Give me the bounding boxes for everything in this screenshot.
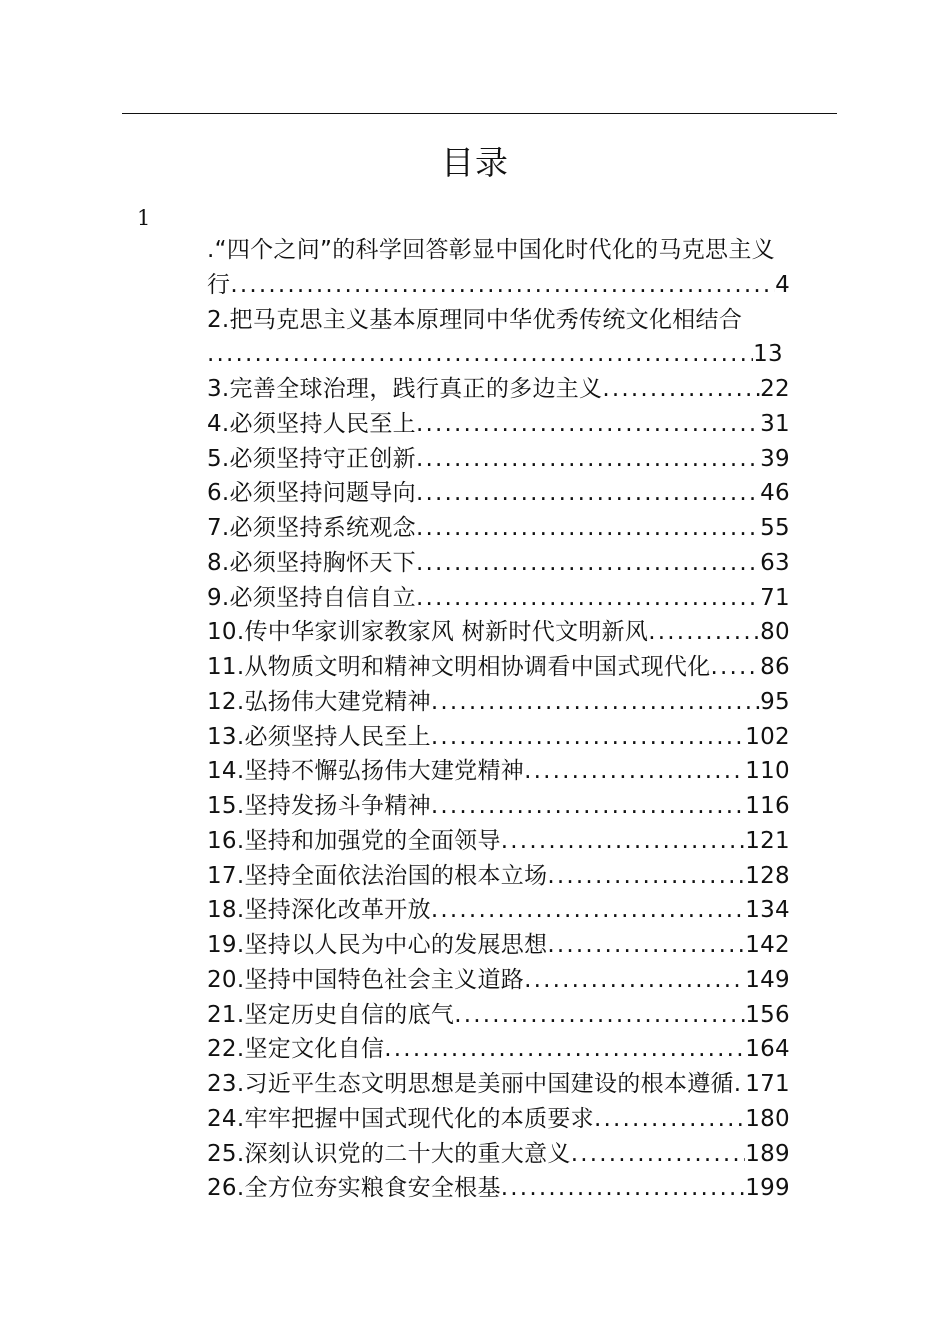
toc-item[interactable]	[207, 1137, 790, 1172]
toc-leader-dots	[594, 1102, 745, 1137]
toc-item[interactable]	[207, 720, 790, 755]
toc-item-2-page: 13	[753, 341, 783, 368]
toc-leader-dots	[524, 963, 745, 998]
toc-item[interactable]	[207, 963, 790, 998]
page-title: 目录	[441, 143, 509, 182]
toc-item-page: 71	[760, 584, 790, 611]
toc-item[interactable]	[207, 789, 790, 824]
toc-item-title: 19.坚持以人民为中心的发展思想	[207, 932, 548, 958]
toc-leader-dots	[230, 268, 775, 303]
toc-item[interactable]	[207, 546, 790, 581]
toc-item[interactable]	[207, 476, 790, 511]
toc-item-title: 13.必须坚持人民至上	[207, 723, 431, 750]
toc-leader-dots	[648, 615, 760, 650]
toc-item[interactable]	[207, 407, 790, 442]
toc-leader-dots	[734, 1067, 745, 1102]
toc-item-title: 20.坚持中国特色社会主义道路	[207, 966, 525, 993]
toc-item-page: 121	[745, 827, 790, 854]
toc-item-title: 24.牢牢把握中国式现代化的本质要求	[207, 1105, 594, 1132]
toc-item-title: 8.必须坚持胸怀天下	[207, 549, 416, 576]
toc-item-page: 95	[760, 688, 790, 715]
toc-leader-dots	[416, 476, 760, 511]
toc-item[interactable]	[207, 754, 790, 789]
toc-leader-dots	[710, 650, 760, 685]
toc-leader-dots	[207, 337, 753, 372]
toc-leader-dots	[524, 754, 745, 789]
toc-item[interactable]	[207, 442, 790, 477]
toc-item-page: 31	[760, 410, 790, 437]
toc-item-title: 6.必须坚持问题导向	[207, 480, 416, 507]
toc-item-page: 39	[760, 445, 790, 472]
toc-item-title: 5.必须坚持守正创新	[207, 445, 416, 472]
toc-item[interactable]	[207, 615, 790, 650]
toc-leader-dots	[416, 546, 760, 581]
toc-item-title: 3.完善全球治理，践行真正的多边主义	[207, 376, 603, 402]
toc-item-1-title: .“四个之问”的科学回答彰显中国化时代化的马克思主义	[207, 237, 775, 263]
toc-item-title: 12.弘扬伟大建党精神	[207, 688, 431, 715]
toc-item-page: 142	[745, 932, 790, 958]
table-of-contents	[207, 233, 837, 1206]
toc-item-page: 80	[760, 619, 790, 646]
toc-item-1[interactable]	[207, 233, 837, 303]
toc-item-title: 22.坚定文化自信	[207, 1036, 385, 1063]
toc-leader-dots	[416, 581, 760, 616]
toc-item-title: 14.坚持不懈弘扬伟大建党精神	[207, 758, 525, 785]
toc-first-number: 1	[137, 206, 151, 230]
toc-item-2[interactable]	[207, 303, 837, 373]
toc-leader-dots	[501, 1171, 745, 1206]
toc-item-page: 189	[745, 1140, 790, 1167]
toc-item-page: 63	[760, 549, 790, 576]
toc-leader-dots	[416, 442, 760, 477]
toc-leader-dots	[416, 407, 760, 442]
toc-item-title: 25.深刻认识党的二十大的重大意义	[207, 1140, 571, 1167]
toc-item-page: 22	[760, 376, 790, 402]
header-rule	[122, 113, 837, 114]
toc-item[interactable]	[207, 859, 790, 894]
toc-item-title: 15.坚持发扬斗争精神	[207, 793, 431, 819]
toc-item[interactable]	[207, 1067, 790, 1102]
toc-item[interactable]	[207, 581, 790, 616]
toc-leader-dots	[547, 859, 745, 894]
toc-item-page: 86	[760, 654, 790, 680]
toc-leader-dots	[431, 789, 745, 824]
toc-item-title: 23.习近平生态文明思想是美丽中国建设的根本遵循	[207, 1071, 734, 1097]
toc-item-title: 18.坚持深化改革开放	[207, 897, 431, 924]
toc-item-title: 7.必须坚持系统观念	[207, 515, 416, 541]
toc-leader-dots	[416, 511, 760, 546]
toc-item-title: 10.传中华家训家教家风 树新时代文明新风	[207, 619, 649, 646]
toc-item-2-title: 2.把马克思主义基本原理同中华优秀传统文化相结合	[207, 306, 743, 333]
toc-leader-dots	[547, 928, 745, 963]
toc-item[interactable]	[207, 928, 790, 963]
toc-item[interactable]	[207, 685, 790, 720]
toc-item-page: 180	[745, 1105, 790, 1132]
toc-item-title: 9.必须坚持自信自立	[207, 584, 416, 611]
toc-item-page: 164	[745, 1036, 790, 1063]
toc-leader-dots	[454, 998, 745, 1033]
toc-item-page: 199	[745, 1175, 790, 1202]
toc-item-page: 102	[745, 723, 790, 750]
toc-item-page: 134	[745, 897, 790, 924]
toc-leader-dots	[501, 824, 745, 859]
toc-leader-dots	[431, 720, 745, 755]
toc-item-title: 16.坚持和加强党的全面领导	[207, 827, 501, 854]
toc-leader-dots	[571, 1137, 746, 1172]
toc-leader-dots	[602, 372, 760, 407]
toc-item-title: 17.坚持全面依法治国的根本立场	[207, 862, 548, 889]
toc-item-page: 128	[745, 862, 790, 889]
toc-item-page: 116	[745, 793, 790, 819]
toc-item-title: 11.从物质文明和精神文明相协调看中国式现代化	[207, 654, 711, 680]
toc-item[interactable]	[207, 650, 790, 685]
toc-item[interactable]	[207, 1102, 790, 1137]
toc-item-2-leader-row	[207, 337, 783, 372]
toc-item-page: 171	[745, 1071, 790, 1097]
toc-item[interactable]	[207, 1032, 790, 1067]
toc-item-title: 4.必须坚持人民至上	[207, 410, 416, 437]
toc-item[interactable]	[207, 998, 790, 1033]
toc-item[interactable]	[207, 893, 790, 928]
toc-item[interactable]	[207, 511, 790, 546]
toc-item-page: 149	[745, 966, 790, 993]
toc-item[interactable]	[207, 372, 790, 407]
toc-item-1-leader-row	[207, 268, 790, 303]
toc-item-page: 156	[745, 1001, 790, 1028]
toc-item[interactable]	[207, 824, 790, 859]
toc-item-page: 55	[760, 515, 790, 541]
toc-item-1-title-cont: 行	[207, 271, 231, 298]
toc-item-page: 110	[745, 758, 790, 785]
toc-leader-dots	[431, 893, 745, 928]
toc-item[interactable]	[207, 1171, 790, 1206]
toc-item-title: 21.坚定历史自信的底气	[207, 1001, 455, 1028]
toc-item-page: 46	[760, 480, 790, 507]
toc-item-1-page: 4	[775, 271, 790, 298]
toc-leader-dots	[431, 685, 760, 720]
toc-leader-dots	[384, 1032, 745, 1067]
toc-item-title: 26.全方位夯实粮食安全根基	[207, 1175, 501, 1202]
